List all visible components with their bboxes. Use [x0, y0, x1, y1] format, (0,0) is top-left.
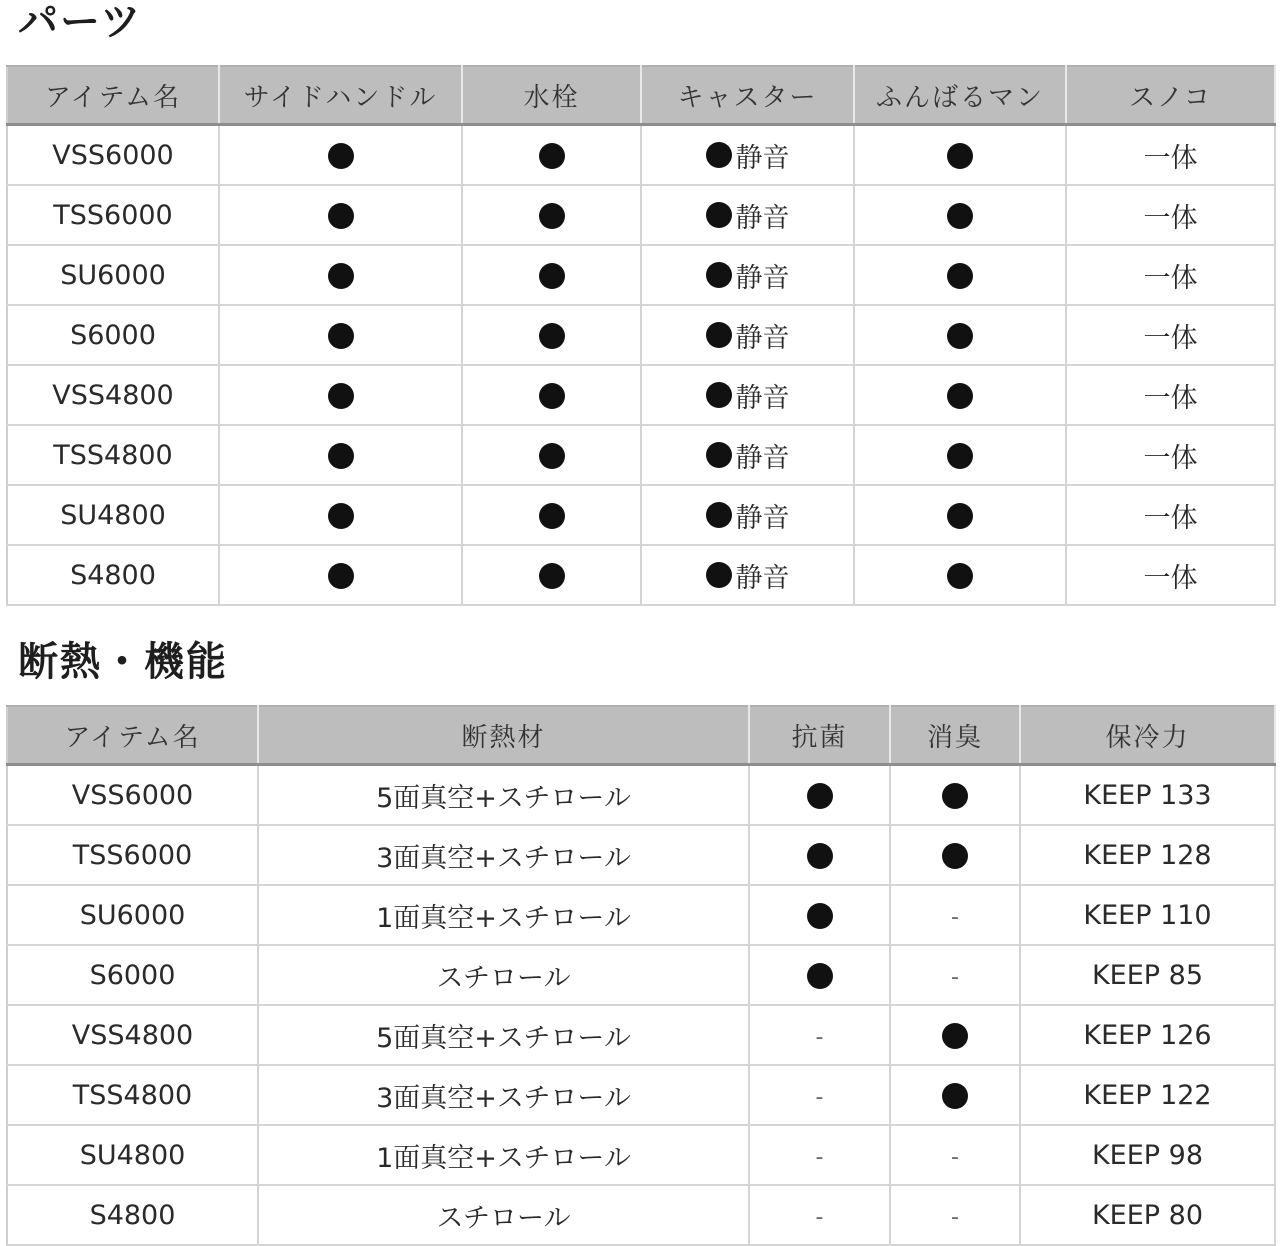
filled-circle-icon: [706, 142, 732, 168]
table-row: [7, 1125, 1275, 1185]
header-faucet: 水栓: [462, 66, 641, 125]
filled-circle-icon: [539, 203, 565, 229]
caster-cell: [641, 185, 854, 245]
sunoko-cell: 一体: [1066, 485, 1275, 545]
item-name-cell: VSS4800: [7, 365, 219, 425]
faucet-cell: [462, 425, 641, 485]
cell-text: 静音: [735, 442, 790, 474]
antibacterial-cell: [749, 825, 890, 885]
faucet-cell: [462, 365, 641, 425]
deodorant-cell: [890, 1125, 1020, 1185]
header-sunoko: スノコ: [1066, 66, 1275, 125]
funbaruman-cell: [854, 185, 1066, 245]
antibacterial-cell: [749, 1005, 890, 1065]
filled-circle-icon: [807, 843, 833, 869]
filled-circle-icon: [942, 843, 968, 869]
item-name-cell: SU4800: [7, 1125, 258, 1185]
side-handle-cell: [219, 425, 462, 485]
table-row: [7, 125, 1275, 186]
deodorant-cell: [890, 945, 1020, 1005]
caster-cell: [641, 365, 854, 425]
filled-circle-icon: [328, 443, 354, 469]
cold-retention-cell: KEEP 128: [1020, 825, 1275, 885]
funbaruman-cell: [854, 545, 1066, 605]
item-name-cell: SU6000: [7, 885, 258, 945]
item-name-cell: S4800: [7, 545, 219, 605]
filled-circle-icon: [539, 323, 565, 349]
table-row: [7, 545, 1275, 605]
not-available-dash: -: [951, 1144, 959, 1170]
section-title-insulation: 断熱・機能: [18, 639, 228, 685]
antibacterial-cell: [749, 885, 890, 945]
filled-circle-icon: [706, 202, 732, 228]
faucet-cell: [462, 125, 641, 186]
item-name-cell: TSS6000: [7, 185, 219, 245]
filled-circle-icon: [947, 383, 973, 409]
sunoko-cell: 一体: [1066, 545, 1275, 605]
table-row: [7, 485, 1275, 545]
header-insulation-material: 断熱材: [258, 706, 749, 765]
deodorant-cell: [890, 1065, 1020, 1125]
sunoko-cell: 一体: [1066, 305, 1275, 365]
antibacterial-cell: [749, 945, 890, 1005]
item-name-cell: SU6000: [7, 245, 219, 305]
filled-circle-icon: [947, 503, 973, 529]
item-name-cell: TSS4800: [7, 1065, 258, 1125]
header-item-name: アイテム名: [7, 706, 258, 765]
insulation-material-cell: 3面真空+スチロール: [258, 1065, 749, 1125]
filled-circle-icon: [328, 203, 354, 229]
filled-circle-icon: [706, 442, 732, 468]
item-name-cell: S6000: [7, 305, 219, 365]
insulation-material-cell: 5面真空+スチロール: [258, 765, 749, 826]
table-row: [7, 1185, 1275, 1245]
filled-circle-icon: [706, 502, 732, 528]
cold-retention-cell: KEEP 110: [1020, 885, 1275, 945]
insulation-material-cell: 5面真空+スチロール: [258, 1005, 749, 1065]
parts-table: [6, 65, 1276, 606]
cell-text: 静音: [735, 202, 790, 234]
insulation-material-cell: スチロール: [258, 945, 749, 1005]
funbaruman-cell: [854, 485, 1066, 545]
filled-circle-icon: [706, 262, 732, 288]
cold-retention-cell: KEEP 122: [1020, 1065, 1275, 1125]
antibacterial-cell: [749, 1125, 890, 1185]
not-available-dash: -: [951, 904, 959, 930]
item-name-cell: VSS4800: [7, 1005, 258, 1065]
deodorant-cell: [890, 1005, 1020, 1065]
table-row: [7, 945, 1275, 1005]
faucet-cell: [462, 245, 641, 305]
side-handle-cell: [219, 305, 462, 365]
parts-header-row: [7, 66, 1275, 125]
filled-circle-icon: [706, 562, 732, 588]
faucet-cell: [462, 545, 641, 605]
not-available-dash: -: [951, 964, 959, 990]
header-antibacterial: 抗菌: [749, 706, 890, 765]
cell-text: 静音: [735, 262, 790, 294]
item-name-cell: TSS4800: [7, 425, 219, 485]
cold-retention-cell: KEEP 85: [1020, 945, 1275, 1005]
antibacterial-cell: [749, 1185, 890, 1245]
deodorant-cell: [890, 765, 1020, 826]
filled-circle-icon: [807, 783, 833, 809]
table-row: [7, 885, 1275, 945]
caster-cell: [641, 125, 854, 186]
filled-circle-icon: [328, 383, 354, 409]
sunoko-cell: 一体: [1066, 245, 1275, 305]
cell-text: 静音: [735, 322, 790, 354]
faucet-cell: [462, 185, 641, 245]
cell-text: 静音: [735, 502, 790, 534]
sunoko-cell: 一体: [1066, 365, 1275, 425]
filled-circle-icon: [328, 143, 354, 169]
cell-text: 静音: [735, 142, 790, 174]
table-row: [7, 1065, 1275, 1125]
cell-text: 静音: [735, 382, 790, 414]
deodorant-cell: [890, 885, 1020, 945]
side-handle-cell: [219, 125, 462, 186]
cold-retention-cell: KEEP 80: [1020, 1185, 1275, 1245]
not-available-dash: -: [815, 1204, 824, 1230]
table-row: [7, 185, 1275, 245]
not-available-dash: -: [815, 1024, 824, 1050]
funbaruman-cell: [854, 425, 1066, 485]
table-row: [7, 245, 1275, 305]
filled-circle-icon: [328, 263, 354, 289]
sunoko-cell: 一体: [1066, 425, 1275, 485]
filled-circle-icon: [706, 322, 732, 348]
filled-circle-icon: [947, 263, 973, 289]
filled-circle-icon: [328, 323, 354, 349]
side-handle-cell: [219, 485, 462, 545]
header-funbaruman: ふんばるマン: [854, 66, 1066, 125]
filled-circle-icon: [539, 503, 565, 529]
side-handle-cell: [219, 545, 462, 605]
filled-circle-icon: [807, 903, 833, 929]
insulation-material-cell: スチロール: [258, 1185, 749, 1245]
faucet-cell: [462, 305, 641, 365]
deodorant-cell: [890, 1185, 1020, 1245]
item-name-cell: TSS6000: [7, 825, 258, 885]
funbaruman-cell: [854, 365, 1066, 425]
filled-circle-icon: [942, 783, 968, 809]
caster-cell: [641, 545, 854, 605]
caster-cell: [641, 305, 854, 365]
filled-circle-icon: [539, 263, 565, 289]
filled-circle-icon: [947, 203, 973, 229]
item-name-cell: VSS6000: [7, 125, 219, 186]
table-row: [7, 765, 1275, 826]
sunoko-cell: 一体: [1066, 185, 1275, 245]
side-handle-cell: [219, 245, 462, 305]
caster-cell: [641, 245, 854, 305]
header-caster: キャスター: [641, 66, 854, 125]
section-title-parts: パーツ: [18, 0, 143, 45]
item-name-cell: VSS6000: [7, 765, 258, 826]
side-handle-cell: [219, 185, 462, 245]
insulation-table: [6, 705, 1276, 1246]
filled-circle-icon: [539, 563, 565, 589]
cold-retention-cell: KEEP 126: [1020, 1005, 1275, 1065]
item-name-cell: SU4800: [7, 485, 219, 545]
funbaruman-cell: [854, 305, 1066, 365]
funbaruman-cell: [854, 245, 1066, 305]
insulation-material-cell: 1面真空+スチロール: [258, 1125, 749, 1185]
insulation-material-cell: 3面真空+スチロール: [258, 825, 749, 885]
antibacterial-cell: [749, 1065, 890, 1125]
cell-text: 静音: [735, 562, 790, 594]
filled-circle-icon: [942, 1023, 968, 1049]
table-row: [7, 305, 1275, 365]
filled-circle-icon: [947, 443, 973, 469]
filled-circle-icon: [539, 383, 565, 409]
item-name-cell: S4800: [7, 1185, 258, 1245]
table-row: [7, 1005, 1275, 1065]
table-row: [7, 825, 1275, 885]
filled-circle-icon: [328, 503, 354, 529]
filled-circle-icon: [947, 563, 973, 589]
header-side-handle: サイドハンドル: [219, 66, 462, 125]
cold-retention-cell: KEEP 133: [1020, 765, 1275, 826]
insulation-material-cell: 1面真空+スチロール: [258, 885, 749, 945]
faucet-cell: [462, 485, 641, 545]
sunoko-cell: 一体: [1066, 125, 1275, 186]
filled-circle-icon: [328, 563, 354, 589]
deodorant-cell: [890, 825, 1020, 885]
funbaruman-cell: [854, 125, 1066, 186]
cold-retention-cell: KEEP 98: [1020, 1125, 1275, 1185]
antibacterial-cell: [749, 765, 890, 826]
filled-circle-icon: [539, 143, 565, 169]
filled-circle-icon: [942, 1083, 968, 1109]
filled-circle-icon: [539, 443, 565, 469]
not-available-dash: -: [815, 1084, 824, 1110]
table-row: [7, 425, 1275, 485]
filled-circle-icon: [706, 382, 732, 408]
item-name-cell: S6000: [7, 945, 258, 1005]
side-handle-cell: [219, 365, 462, 425]
header-item-name: アイテム名: [7, 66, 219, 125]
insulation-header-row: [7, 706, 1275, 765]
filled-circle-icon: [947, 323, 973, 349]
header-deodorant: 消臭: [890, 706, 1020, 765]
filled-circle-icon: [947, 143, 973, 169]
caster-cell: [641, 425, 854, 485]
table-row: [7, 365, 1275, 425]
not-available-dash: -: [815, 1144, 824, 1170]
filled-circle-icon: [807, 963, 833, 989]
header-cold-retention: 保冷力: [1020, 706, 1275, 765]
caster-cell: [641, 485, 854, 545]
not-available-dash: -: [951, 1204, 959, 1230]
